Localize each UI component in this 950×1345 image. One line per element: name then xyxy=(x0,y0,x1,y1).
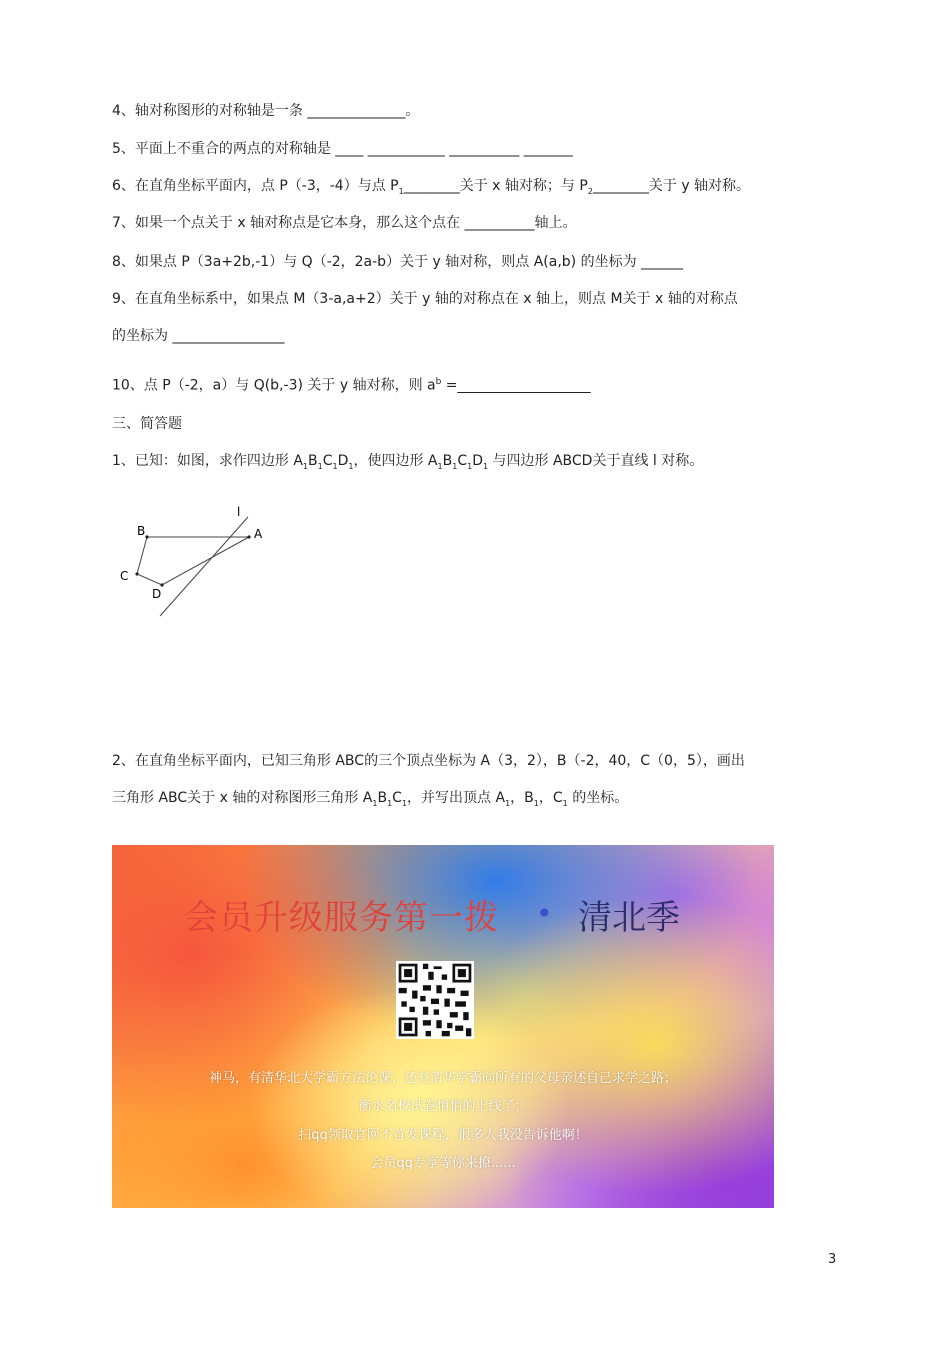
s3q1-sub: 1 xyxy=(348,461,354,471)
section3-question-1 xyxy=(112,452,703,476)
q6-part-c: ________关于 y 轴对称。 xyxy=(592,178,751,194)
page-number: 3 xyxy=(828,1252,837,1267)
quadrilateral-figure xyxy=(112,500,282,625)
label-a: A xyxy=(254,527,263,541)
s3q1-end: 与四边形 ABCD关于直线 l 对称。 xyxy=(488,453,704,469)
s3q1-sub: 1 xyxy=(302,461,309,471)
promo-line-3: 扫qq领取官网不首发课程，很多人我没告诉他啊！ xyxy=(298,1128,588,1143)
label-l: l xyxy=(237,505,241,519)
q10-sup: b xyxy=(435,377,442,387)
question-7: 7、如果一个点关于 x 轴对称点是它本身，那么这个点在 __________轴上。 xyxy=(112,215,577,231)
s3q1-sub: 1 xyxy=(332,461,338,471)
point-a xyxy=(247,535,250,538)
question-9-line1: 9、在直角坐标系中，如果点 M（3-a,a+2）关于 y 轴的对称点在 x 轴上，则点 M关于 x 轴的对称点 xyxy=(112,291,738,307)
s3q1-b2: B xyxy=(442,453,453,469)
label-d: D xyxy=(152,587,162,601)
question-4: 4、轴对称图形的对称轴是一条 ______________。 xyxy=(112,103,420,119)
question-5: 5、平面上不重合的两点的对称轴是 ____ ___________ __________ _______ xyxy=(112,141,573,157)
promo-line-2: 衡水名校试卷悄悄的上线了； xyxy=(358,1099,528,1114)
q10-part-b: =___________________ xyxy=(441,377,591,394)
question-6 xyxy=(112,177,750,201)
s3q2-end: 的坐标。 xyxy=(567,790,629,806)
promo-line-1: 神马，有清华北大学霸方法论课；还有清华学霸向所有的父母亲述自己求学之路； xyxy=(208,1071,677,1086)
s3q2-mid: ，并写出顶点 A xyxy=(407,790,506,806)
s3q1-c2: C xyxy=(457,453,468,469)
s3q2-b1: ，B xyxy=(510,790,534,806)
line-l xyxy=(160,517,248,616)
promo-brand: 清北季 xyxy=(578,898,680,938)
s3q2-a: 三角形 ABC关于 x 轴的对称图形三角形 A xyxy=(112,790,373,806)
s3q2-b: B xyxy=(377,790,388,806)
section-3-heading: 三、简答题 xyxy=(112,416,182,432)
point-c xyxy=(135,572,138,575)
question-9-line2: 的坐标为 ________________ xyxy=(112,328,285,344)
s3q1-b1: B xyxy=(308,453,318,469)
section3-question-2-line1: 2、在直角坐标平面内，已知三角形 ABC的三个顶点坐标为 A（3，2），B（-2，40，C（0，5），画出 xyxy=(112,753,745,769)
section3-question-2-line2 xyxy=(112,789,628,813)
point-b xyxy=(145,535,148,538)
question-10 xyxy=(112,373,591,395)
question-8: 8、如果点 P（3a+2b,-1）与 Q（-2，2a-b）关于 y 轴对称，则点 A(a,b) 的坐标为 ______ xyxy=(112,254,684,270)
s3q2-sub: 1 xyxy=(372,798,378,808)
promo-dot: • xyxy=(536,897,553,930)
q6-part-b: ________关于 x 轴对称；与 P xyxy=(403,178,588,194)
s3q2-sub: 1 xyxy=(401,798,408,808)
s3q1-mid: ，使四边形 A xyxy=(353,453,438,469)
s3q2-c1: ，C xyxy=(538,790,563,806)
promo-line-4: 会员qq专享等你来撩...... xyxy=(370,1156,516,1171)
s3q2-sub: 1 xyxy=(505,798,511,808)
promo-title: 会员升级服务第一拨 xyxy=(184,898,499,938)
s3q1-sub: 1 xyxy=(467,461,473,471)
s3q1-d1: D xyxy=(337,453,349,469)
s3q2-sub: 1 xyxy=(387,798,393,808)
q6-sub2: 2 xyxy=(587,186,593,196)
s3q1-sub: 1 xyxy=(317,461,323,471)
s3q1-sub: 1 xyxy=(437,461,443,471)
s3q1-sub: 1 xyxy=(452,461,458,471)
promo-banner[interactable] xyxy=(112,845,774,1208)
s3q2-sub: 1 xyxy=(562,798,568,808)
label-c: C xyxy=(120,569,129,583)
qr-code-icon[interactable] xyxy=(396,961,474,1039)
s3q1-c1: C xyxy=(322,453,333,469)
s3q2-c: C xyxy=(392,790,402,806)
q6-sub1: 1 xyxy=(398,186,404,196)
s3q1-d2: D xyxy=(472,453,483,469)
edge-bcda xyxy=(137,537,249,585)
q10-part-a: 10、点 P（-2，a）与 Q(b,-3) 关于 y 轴对称，则 a xyxy=(112,377,436,394)
label-b: B xyxy=(137,524,146,538)
s3q1-a: 1、已知：如图，求作四边形 A xyxy=(112,453,303,469)
q6-part-a: 6、在直角坐标平面内，点 P（-3，-4）与点 P xyxy=(112,178,399,194)
s3q2-sub: 1 xyxy=(533,798,539,808)
s3q1-sub: 1 xyxy=(482,461,489,471)
